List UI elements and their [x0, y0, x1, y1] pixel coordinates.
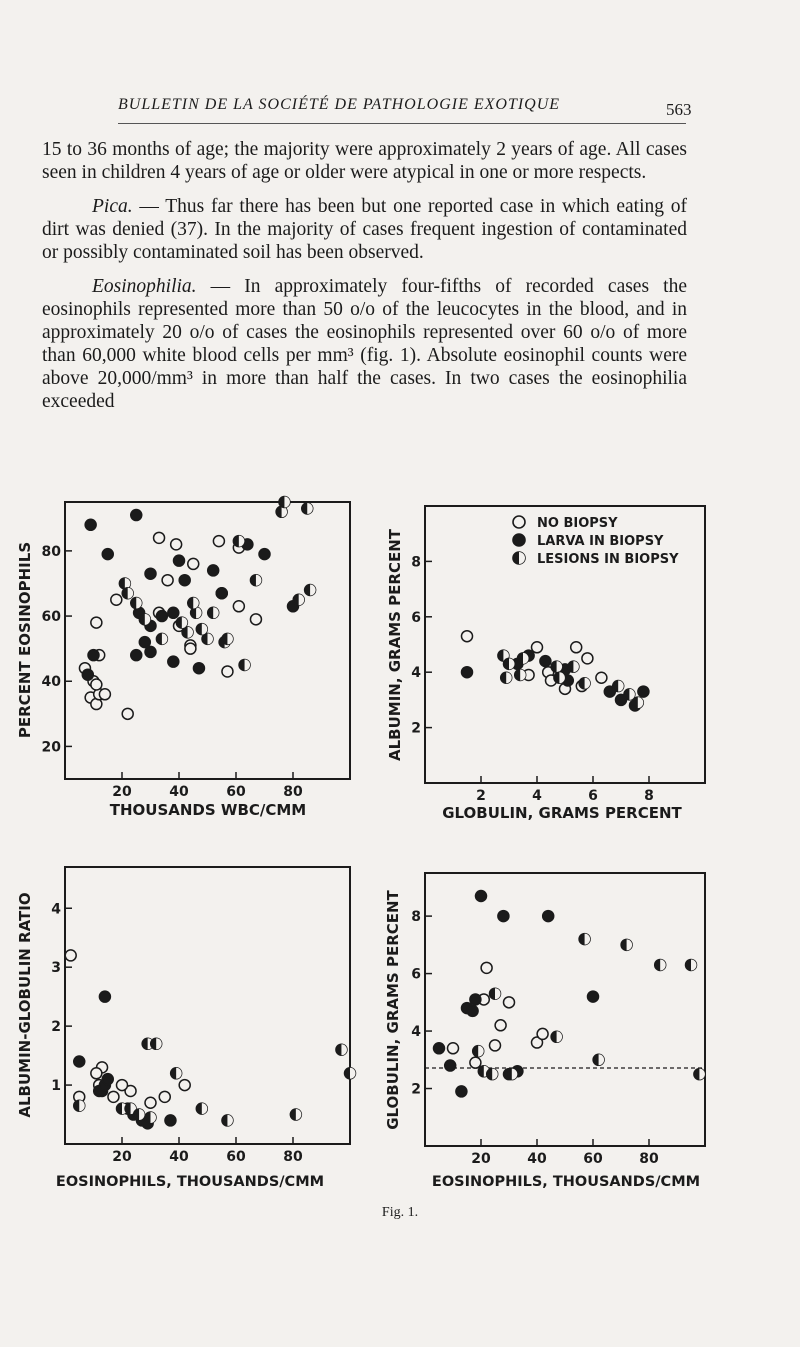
panel-a-point-filled [259, 549, 270, 560]
panel-b-point-open [462, 631, 473, 642]
panel-c-ytick-label: 3 [51, 960, 61, 977]
panel-a-point-open [171, 539, 182, 550]
panel-a-point-open [111, 594, 122, 605]
panel-a-point-open [91, 617, 102, 628]
panel-a-point-open [250, 614, 261, 625]
panel-a-point-filled [174, 555, 185, 566]
panel-b-point-filled [462, 667, 473, 678]
panel-c-point-open [145, 1097, 156, 1108]
panel-b-xtick-label: 6 [588, 788, 598, 804]
panel-c-point-open [117, 1080, 128, 1091]
panel-a-point-filled [216, 588, 227, 599]
panel-d-xtick-label: 60 [583, 1151, 603, 1167]
panel-a-point-filled [208, 565, 219, 576]
panel-a-point-open [213, 536, 224, 547]
pica-heading: Pica. [92, 196, 133, 217]
panel-a-point-filled [145, 568, 156, 579]
panel-d-point-open [448, 1043, 459, 1054]
panel-d-point-filled [470, 994, 481, 1005]
panel-a-point-open [162, 575, 173, 586]
panel-a-point-open [188, 558, 199, 569]
panel-d-xtick-label: 40 [527, 1151, 547, 1167]
panel-d-ytick-label: 6 [411, 966, 421, 983]
panel-b-xtick-label: 2 [476, 788, 486, 804]
legend-lesions: LESIONS IN BIOPSY [537, 552, 679, 567]
panel-c-ytick-label: 1 [51, 1078, 61, 1095]
paragraph-age: 15 to 36 months of age; the majority were approximately 2 years of age. All cases seen in children 4 years of age or older were atypical in one or more respects. [42, 139, 687, 183]
panel-a-point-filled [102, 549, 113, 560]
panel-d-point-filled [467, 1005, 478, 1016]
panel-d-point-filled [456, 1086, 467, 1097]
panel-c-point-open [108, 1091, 119, 1102]
panel-b-point-open [532, 642, 543, 653]
panel-b-ylabel: ALBUMIN, GRAMS PERCENT [386, 528, 404, 762]
panel-c-xlabel: EOSINOPHILS, THOUSANDS/CMM [55, 1174, 325, 1190]
panel-b-point-open [571, 642, 582, 653]
panel-a-ylabel: PERCENT EOSINOPHILS [16, 541, 34, 739]
panel-c-frame [65, 867, 350, 1144]
panel-d-xlabel: EOSINOPHILS, THOUSANDS/CMM [431, 1174, 701, 1190]
legend-larva: LARVA IN BIOPSY [537, 534, 664, 549]
eosinophilia-heading: Eosinophilia. [92, 276, 197, 297]
panel-c-point-open [179, 1080, 190, 1091]
panel-a-point-open [233, 601, 244, 612]
panel-d-ytick-label: 2 [411, 1081, 421, 1098]
panel-b-ytick-label: 8 [411, 554, 421, 571]
panel-b-point-open [582, 653, 593, 664]
panel-a-point-filled [168, 607, 179, 618]
panel-a-point-open [222, 666, 233, 677]
panel-a-point-open [99, 689, 110, 700]
panel-a-xtick-label: 60 [226, 784, 246, 800]
body-text [42, 138, 687, 413]
panel-b-xlabel: GLOBULIN, GRAMS PERCENT [442, 804, 682, 822]
panel-c-point-filled [99, 991, 110, 1002]
figure-caption: Fig. 1. [381, 1205, 419, 1220]
panel-b-ytick-label: 2 [411, 720, 421, 737]
panel-a-xtick-label: 40 [169, 784, 189, 800]
panel-a-point-open [122, 708, 133, 719]
legend-no-biopsy: NO BIOPSY [537, 516, 618, 531]
panel-d-point-open [537, 1028, 548, 1039]
eosinophilia-text: — In approximately four-fifths of recorded cases the eosinophils represented more than 50 o/o of the leucocytes in the blood, and in approximately 20 o/o of cases the eosinophils represented over 60 o/o of more than 60,000 white blood cells per mm³ (fig. 1). Absolute eosinophil counts were above 20,000/mm³ in more than half the cases. In two cases the eosinophilia exceeded [42, 276, 687, 412]
panel-d-point-open [470, 1057, 481, 1068]
panel-a-ytick-label: 80 [41, 543, 61, 560]
panel-a-point-filled [179, 575, 190, 586]
panel-a-ytick-label: 60 [41, 609, 61, 626]
panel-a-xtick-label: 20 [112, 784, 132, 800]
panel-d-ytick-label: 8 [411, 909, 421, 926]
paragraph-eosinophilia [42, 275, 687, 413]
running-header: BULLETIN DE LA SOCIÉTÉ DE PATHOLOGIE EXOTIQUE [118, 96, 561, 113]
panel-a-point-filled [131, 650, 142, 661]
panel-a-point-filled [156, 611, 167, 622]
header-rule [118, 123, 686, 124]
panel-a-point-filled [168, 656, 179, 667]
paragraph-pica [42, 195, 687, 264]
panel-d-point-open [495, 1020, 506, 1031]
panel-a-ytick-label: 20 [41, 739, 61, 756]
panel-c-xtick-label: 80 [283, 1149, 303, 1165]
panel-a-xtick-label: 80 [283, 784, 303, 800]
panel-c-point-filled [74, 1056, 85, 1067]
panel-d-ylabel: GLOBULIN, GRAMS PERCENT [384, 890, 402, 1130]
panel-d-point-filled [588, 991, 599, 1002]
panel-c-point-open [91, 1068, 102, 1079]
panel-d-point-filled [434, 1043, 445, 1054]
panel-d-point-filled [476, 890, 487, 901]
panel-c-point-open [159, 1091, 170, 1102]
panel-b-xtick-label: 4 [532, 788, 542, 804]
panel-d-point-filled [543, 911, 554, 922]
panel-a-point-filled [82, 669, 93, 680]
panel-a-point-filled [88, 650, 99, 661]
panel-d-point-open [504, 997, 515, 1008]
panel-c-ytick-label: 2 [51, 1019, 61, 1036]
panel-c-xtick-label: 20 [112, 1149, 132, 1165]
panel-d-ytick-label: 4 [411, 1024, 421, 1041]
panel-a-point-filled [193, 663, 204, 674]
panel-c-point-filled [165, 1115, 176, 1126]
panel-c-point-open [65, 950, 76, 961]
panel-c-ytick-label: 4 [51, 901, 61, 918]
panel-d-point-filled [445, 1060, 456, 1071]
panel-b-xtick-label: 8 [644, 788, 654, 804]
panel-b-point-filled [540, 656, 551, 667]
panel-a-point-filled [85, 519, 96, 530]
panel-c-ylabel: ALBUMIN-GLOBULIN RATIO [16, 892, 34, 1118]
figure-1 [0, 490, 800, 1190]
panel-d-xtick-label: 80 [639, 1151, 659, 1167]
panel-a-point-open [91, 679, 102, 690]
panel-d-xtick-label: 20 [471, 1151, 491, 1167]
figure-svg [0, 490, 800, 1190]
pica-text: — Thus far there has been but one reported case in which eating of dirt was denied (37). In the majority of cases frequent ingestion of contaminated or possibly contaminated soil has been observed. [42, 196, 687, 263]
panel-a-point-open [154, 532, 165, 543]
panel-a-xlabel: THOUSANDS WBC/CMM [109, 801, 307, 819]
panel-a-ytick-label: 40 [41, 674, 61, 691]
panel-c-point-filled [102, 1074, 113, 1085]
panel-a-point-open [185, 643, 196, 654]
panel-b-point-open [596, 672, 607, 683]
legend-open-marker [513, 516, 525, 528]
panel-b-ytick-label: 4 [411, 665, 421, 682]
panel-a-point-filled [139, 637, 150, 648]
panel-d-point-filled [498, 911, 509, 922]
legend-filled-marker [513, 534, 525, 546]
panel-c-xtick-label: 40 [169, 1149, 189, 1165]
legend [513, 516, 679, 567]
panel-d-point-open [490, 1040, 501, 1051]
panel-b-ytick-label: 6 [411, 609, 421, 626]
panel-b-point-filled [638, 686, 649, 697]
panel-a-point-filled [131, 510, 142, 521]
panel-d-point-open [481, 962, 492, 973]
page-number: 563 [666, 100, 692, 119]
panel-c-xtick-label: 60 [226, 1149, 246, 1165]
